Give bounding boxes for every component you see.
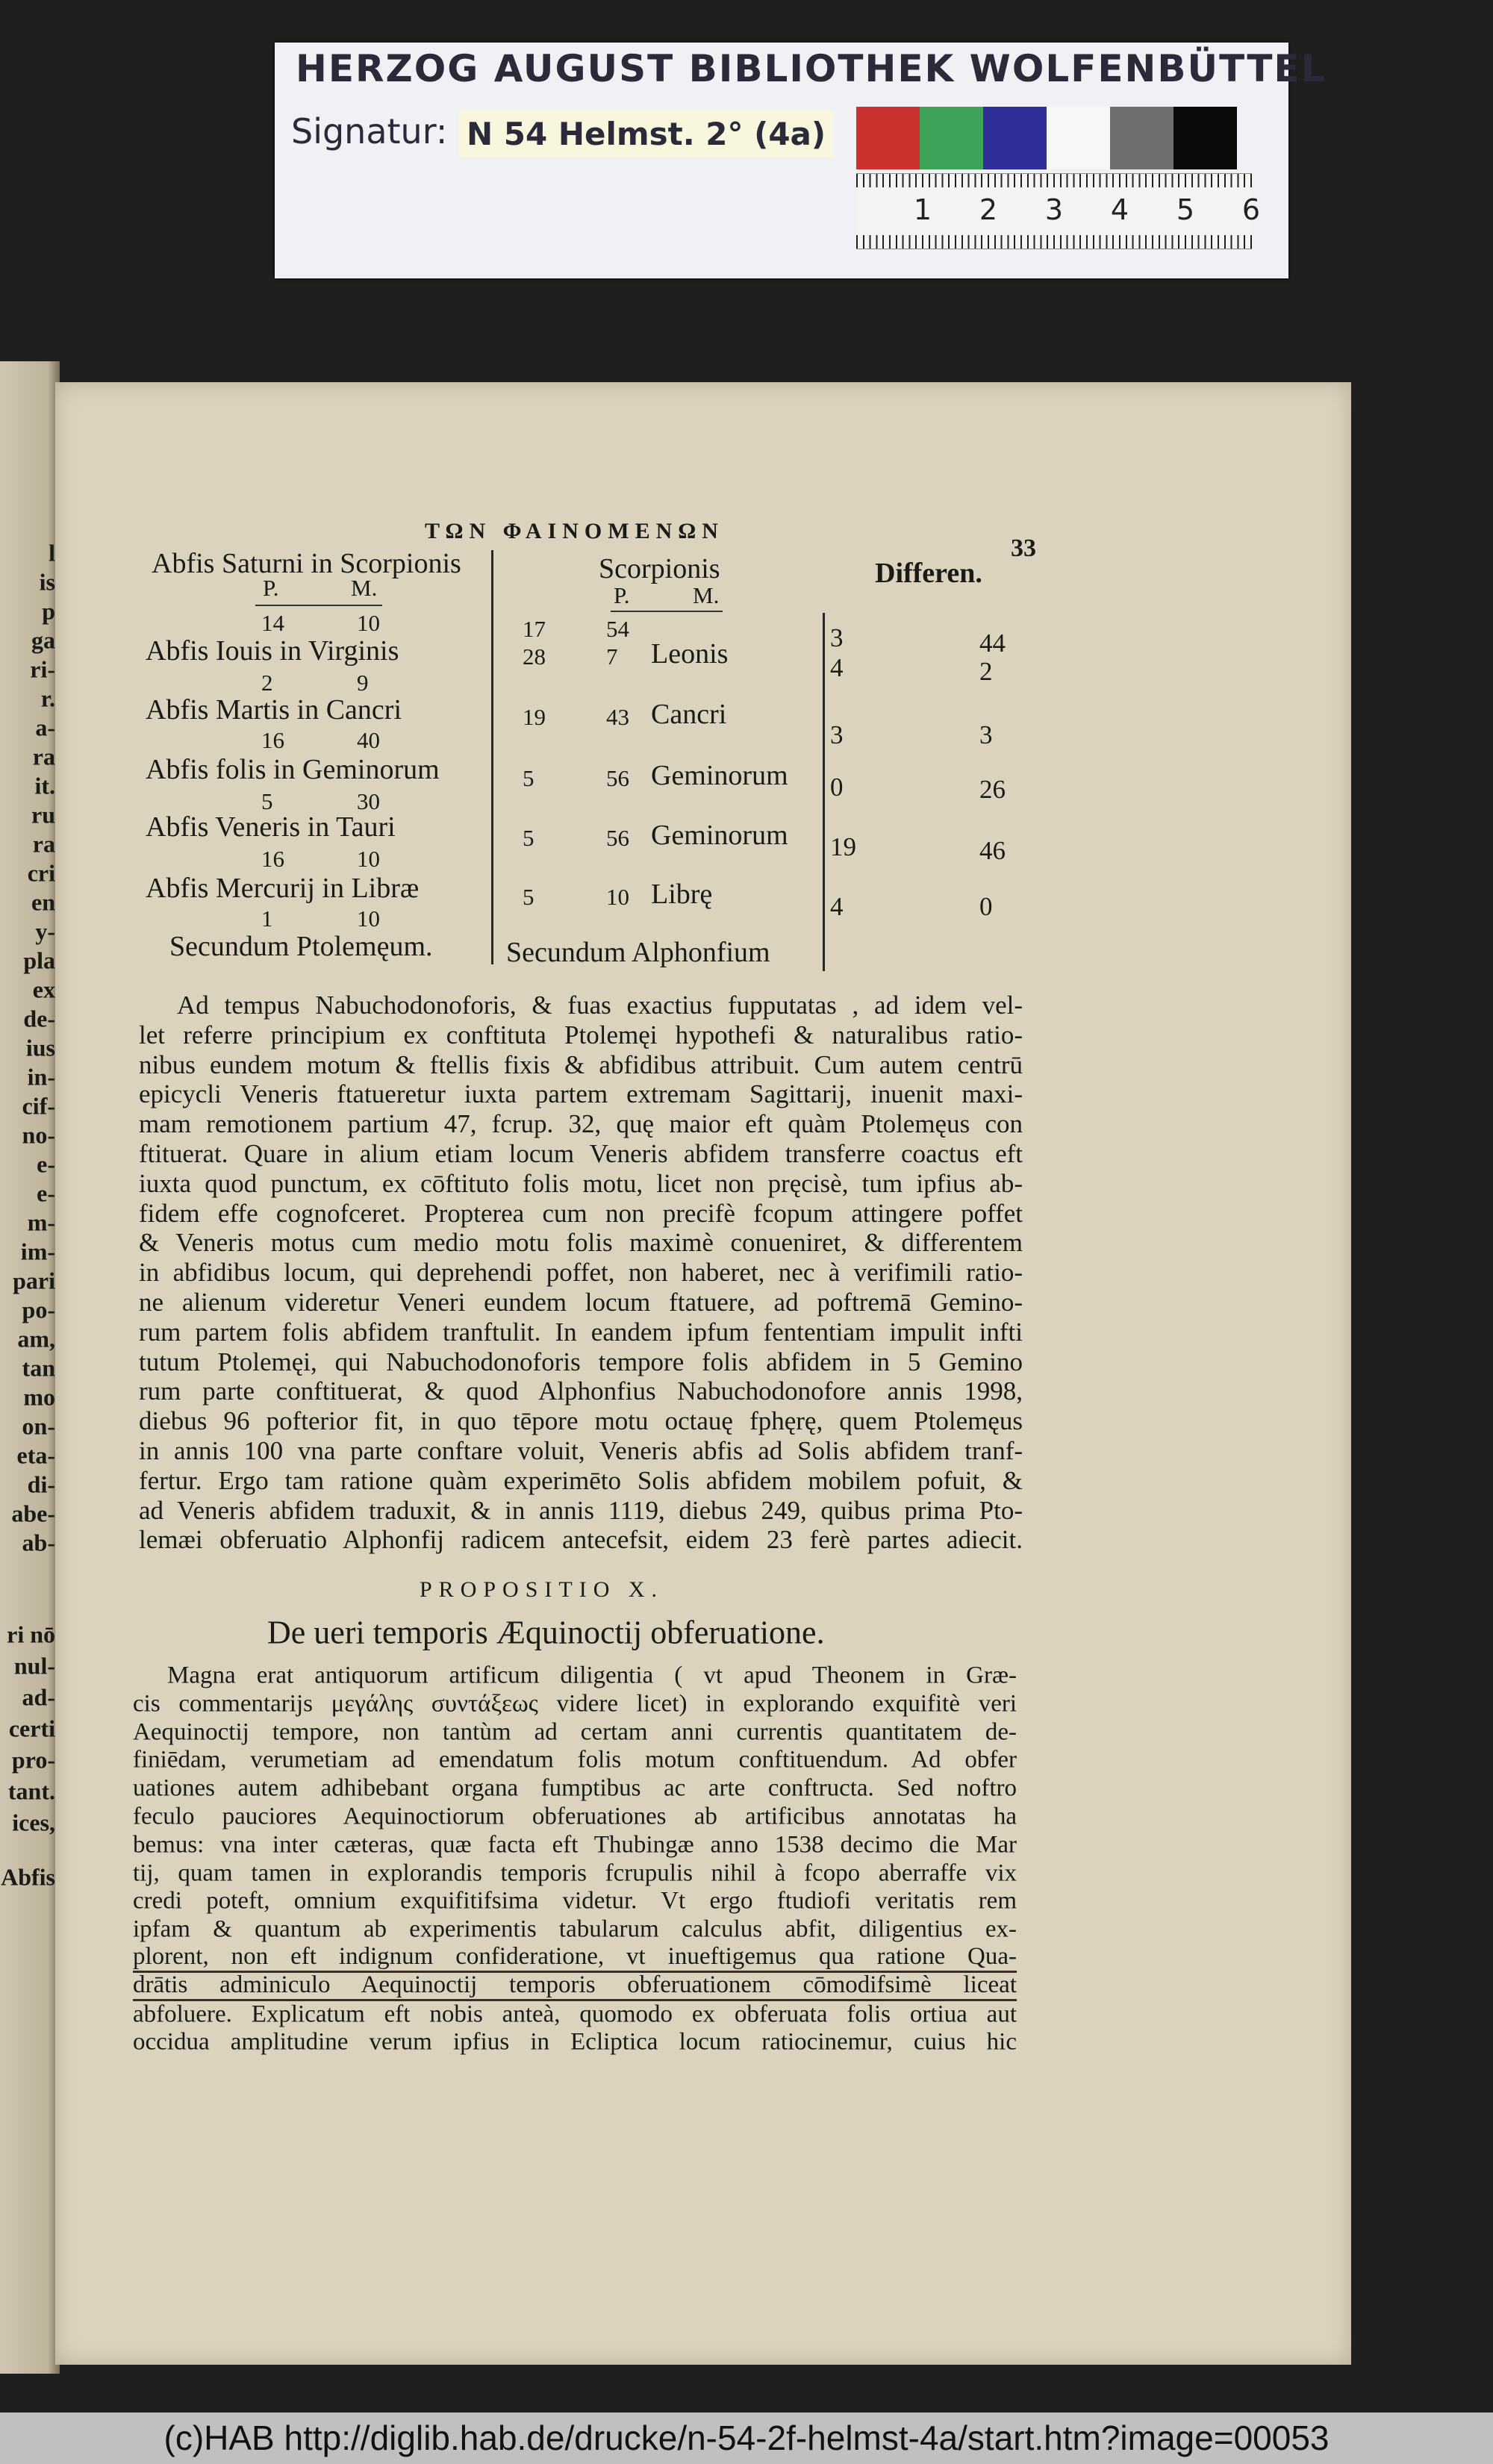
left-page-fragment: tan (22, 1354, 55, 1382)
difference-minutes: 26 (979, 775, 1006, 804)
left-page-fragment: de- (23, 1005, 55, 1032)
text-line: Aequinoctij tempore, non tantùm ad certam anni currentis quantitatem de- (133, 1718, 1017, 1746)
ruler-number: 6 (1241, 193, 1261, 226)
header-underline (611, 611, 723, 612)
proposition-title: De ueri temporis Æquinoctij obferuatione. (267, 1614, 825, 1651)
ruler-number: 5 (1176, 193, 1195, 226)
left-page-fragment: cri (27, 859, 55, 887)
left-page-fragment: no- (22, 1121, 55, 1149)
signatur-value: N 54 Helmst. 2° (4a) (459, 110, 833, 157)
left-page-fragment: in- (27, 1063, 55, 1091)
text-line: diebus 96 pofterior fit, in quo tēpore motu octauę fphęrę, quem Ptolemęus (139, 1406, 1023, 1436)
page-number: 33 (1011, 534, 1036, 562)
text-line: cis commentarijs μεγάλης συντάξεως videre licet) in explorando exquifitè veri (133, 1690, 1017, 1718)
text-line: rum partem folis abfidem tranftulit. In eandem ipfum fententiam impulit infti (139, 1317, 1023, 1347)
ruler-number: 4 (1110, 193, 1129, 226)
text-line: lemæi obferuatio Alphonfij radicem antecefsit, eidem 23 ferè partes adiecit. (139, 1525, 1023, 1555)
left-page-fragment: cif- (22, 1092, 55, 1120)
left-page-fragment: certi (8, 1715, 55, 1742)
text-line: rum parte conftituerat, & quod Alphonfius Nabuchodonofore annis 1998, (139, 1376, 1023, 1406)
text-line: tij, quam tamen in explorandis temporis fcrupulis nihil à fcopo aberraffe vix (133, 1859, 1017, 1887)
measurement-ruler (856, 173, 1261, 249)
difference-degrees: 4 (830, 653, 844, 682)
ptolemy-apsis-name: Abfis Veneris in Tauri (146, 811, 396, 843)
left-page-fragment: is (39, 568, 55, 596)
left-page-fragment: pari (13, 1267, 55, 1294)
alphonsus-degrees: 17 (523, 616, 546, 642)
alphonsus-minutes: 43 (606, 704, 629, 730)
text-line: nibus eundem motum & ftellis fixis & abfidibus attribuit. Cum autem centrū (139, 1049, 1023, 1079)
left-page-fragment: ex (32, 976, 55, 1003)
text-line: ne alienum videretur Veneri eundem locum ftatuere, ad poftremā Gemino- (139, 1288, 1023, 1317)
alphonsus-degrees: 5 (523, 825, 534, 851)
left-page-fragment: it. (34, 772, 55, 799)
p-label: P. (263, 575, 279, 601)
ptolemy-degrees: 16 (261, 846, 284, 872)
ptolemy-apsis-name: Abfis Saturni in Scorpionis (152, 548, 461, 579)
left-page-fragment: Abfis (1, 1863, 55, 1891)
ptolemy-minutes: 10 (357, 846, 380, 872)
alphonsus-degrees: 5 (523, 765, 534, 791)
alphonsus-minutes: 56 (606, 765, 629, 791)
difference-degrees: 19 (830, 832, 856, 861)
left-page-fragment: ab- (22, 1529, 55, 1556)
text-line: abfoluere. Explicatum eft nobis anteà, quomodo ex obferuata folis ortiua aut (133, 2000, 1017, 2028)
copyright-footer: (c)HAB http://diglib.hab.de/drucke/n-54-2f-helmst-4a/start.htm?image=00053 (0, 2412, 1493, 2464)
text-line: ftituerat. Quare in alium etiam locum Veneris abfidem transferre coactus eft (139, 1139, 1023, 1168)
proposition-label: PROPOSITIO X. (420, 1577, 664, 1602)
ptolemy-minutes: 10 (357, 905, 380, 932)
alphonsus-degrees: 19 (523, 704, 546, 730)
alphonsus-degrees: 28 (523, 643, 546, 670)
difference-minutes: 3 (979, 720, 993, 749)
difference-minutes: 44 (979, 629, 1006, 658)
left-page-fragment: p (42, 597, 55, 625)
text-line: tutum Ptolemęi, qui Nabuchodonoforis tempore folis abfidem in 5 Gemino (139, 1347, 1023, 1376)
left-page-fragment: l (49, 539, 55, 567)
text-line: Ad tempus Nabuchodonoforis, & fuas exactius fupputatas , ad idem vel- (177, 991, 1023, 1020)
left-page-fragment: ices, (12, 1809, 55, 1836)
alphonsus-footer: Secundum Alphonfium (506, 937, 770, 968)
ptolemy-minutes: 40 (357, 727, 380, 753)
book-page (55, 382, 1351, 2365)
left-page-fragment: di- (27, 1470, 55, 1498)
left-page-fragment: ra (32, 830, 55, 858)
text-line: drātis adminiculo Aequinoctij temporis obferuationem cōmodifsimè liceat (133, 1971, 1017, 2001)
left-page-fragment: po- (22, 1296, 55, 1323)
signatur-label: Signatur: (291, 111, 448, 152)
left-page-fragment: ri nō (7, 1621, 55, 1648)
ptolemy-apsis-name: Abfis folis in Geminorum (146, 754, 440, 785)
m-label: M. (351, 575, 378, 601)
difference-minutes: 2 (979, 657, 993, 686)
ruler-number: 2 (979, 193, 998, 226)
color-swatch (856, 107, 920, 169)
text-line: in abfidibus locum, qui deprehendi poffet, non haberet, nec à verifimili ratio- (139, 1258, 1023, 1288)
color-swatch (1047, 107, 1110, 169)
ruler-number: 1 (913, 193, 932, 226)
text-line: epicycli Veneris ftatueretur iuxta partem extremam Sagittarij, inuenit maxi- (139, 1079, 1023, 1109)
left-page-fragment: mo (23, 1383, 55, 1411)
text-line: fidem effe cognofceret. Propterea cum non precifè fcopum attingere poffet (139, 1198, 1023, 1228)
ptolemy-minutes: 9 (357, 670, 369, 696)
left-page-fragment: y- (35, 917, 55, 945)
left-page-fragment: nul- (13, 1652, 55, 1679)
alphonsus-sign: Leonis (651, 638, 729, 670)
m-label: M. (693, 582, 720, 608)
ptolemy-degrees: 2 (261, 670, 273, 696)
left-page-fragment: ri- (30, 655, 55, 683)
left-page-fragment: r. (40, 684, 55, 712)
left-page-fragment: pla (23, 946, 55, 974)
running-head: ΤΩΝ ΦΑΙΝΟΜΕΝΩΝ (425, 519, 724, 543)
alphonsus-sign: Geminorum (651, 760, 788, 791)
library-name: HERZOG AUGUST BIBLIOTHEK WOLFENBÜTTEL (296, 47, 1327, 90)
alphonsus-sign: Librę (651, 879, 713, 910)
alphonsus-minutes: 10 (606, 884, 629, 910)
text-line: plorent, non eft indignum confideratione, vt inueftigemus qua ratione Qua- (133, 1943, 1017, 1973)
left-page-fragment: abe- (11, 1500, 55, 1527)
left-page-fragment: pro- (11, 1746, 55, 1774)
left-page-fragment: ius (25, 1034, 55, 1061)
difference-degrees: 3 (830, 720, 844, 749)
alphonsus-sign: Geminorum (651, 820, 788, 851)
left-page-fragment: ru (31, 801, 55, 829)
left-page-fragment: en (31, 888, 55, 916)
text-line: fertur. Ergo tam ratione quàm experimēto Solis abfidem mobilem pofuit, & (139, 1465, 1023, 1495)
left-page-fragment: ra (32, 743, 55, 770)
p-label: P. (614, 582, 630, 608)
text-line: ad Veneris abfidem traduxit, & in annis 1119, diebus 249, quibus prima Pto- (139, 1495, 1023, 1525)
alphonsus-minutes: 54 (606, 616, 629, 642)
alphonsus-sign: Cancri (651, 699, 727, 730)
alphonsus-degrees: 5 (523, 884, 534, 910)
difference-degrees: 4 (830, 892, 844, 921)
left-page-fragment: e- (37, 1150, 55, 1178)
difference-minutes: 0 (979, 892, 993, 921)
text-line: iuxta quod punctum, ex cōftituto folis motu, licet non pręcisè, tum ipfius ab- (139, 1168, 1023, 1198)
color-swatch (920, 107, 983, 169)
text-line: credi poteft, omnium exquifitifsima videtur. Vt ergo ftudiofi veritatis rem (133, 1887, 1017, 1915)
difference-degrees: 0 (830, 773, 844, 802)
text-line: ipfam & quantum ab experimentis tabularum calculus abfit, diligentius ex- (133, 1915, 1017, 1943)
ruler-number: 3 (1044, 193, 1064, 226)
color-swatch (1173, 107, 1237, 169)
text-line: let referre principium ex conftituta Ptolemęi hypothefi & naturalibus ratio- (139, 1020, 1023, 1049)
color-swatch (983, 107, 1047, 169)
alphonsus-minutes: 7 (606, 643, 618, 670)
alphonsus-minutes: 56 (606, 825, 629, 851)
left-page-fragment: am, (17, 1325, 55, 1353)
column-divider (491, 550, 493, 964)
ptolemy-degrees: 16 (261, 727, 284, 753)
text-line: mam remotionem partium 47, fcrup. 32, quę maior eft quàm Ptolemęus con (139, 1109, 1023, 1139)
color-swatch (1110, 107, 1173, 169)
left-page-edge (0, 361, 60, 2374)
text-line: Magna erat antiquorum artificum diligentia ( vt apud Theonem in Græ- (167, 1662, 1017, 1689)
left-page-fragment: tant. (7, 1777, 55, 1805)
left-page-fragment: on- (22, 1412, 55, 1440)
ptolemy-footer: Secundum Ptolemęum. (169, 931, 433, 962)
ptolemy-minutes: 10 (357, 610, 380, 636)
header-underline (255, 605, 382, 606)
left-page-fragment: ad- (22, 1683, 55, 1711)
text-line: bemus: vna inter cæteras, quæ facta eft Thubingæ anno 1538 decimo die Mar (133, 1831, 1017, 1859)
library-label-card (275, 43, 1327, 278)
differences-header: Differen. (875, 558, 982, 589)
ptolemy-degrees: 14 (261, 610, 284, 636)
alphonsus-header: Scorpionis (599, 553, 720, 584)
difference-degrees: 3 (830, 623, 844, 652)
text-line: finiēdam, verumetiam ad emendatum folis motum conftituendum. Ad obfer (133, 1746, 1017, 1774)
difference-minutes: 46 (979, 836, 1006, 865)
ptolemy-degrees: 1 (261, 905, 273, 932)
text-line: in annis 100 vna parte conftare voluit, Veneris abfis ad Solis abfidem tranf- (139, 1436, 1023, 1465)
text-line: feculo pauciores Aequinoctiorum obferuationes ab artificibus annotatas ha (133, 1803, 1017, 1830)
text-line: occidua amplitudine verum ipfius in Ecliptica locum ratiocinemur, cuius hic (133, 2028, 1017, 2056)
left-page-fragment: e- (37, 1179, 55, 1207)
text-line: uationes autem adhibebant organa fumptibus ac arte conftructa. Sed noftro (133, 1774, 1017, 1802)
left-page-fragment: im- (20, 1238, 55, 1265)
ptolemy-apsis-name: Abfis Martis in Cancri (146, 694, 402, 726)
ptolemy-apsis-name: Abfis Mercurij in Libræ (146, 873, 420, 904)
ptolemy-minutes: 30 (357, 788, 380, 814)
left-page-fragment: m- (27, 1208, 55, 1236)
left-page-fragment: eta- (16, 1441, 55, 1469)
column-divider (823, 613, 825, 971)
left-page-fragment: ga (31, 626, 55, 654)
text-line: & Veneris motus cum medio motu folis maximè conueniret, & differentem (139, 1228, 1023, 1258)
ptolemy-degrees: 5 (261, 788, 273, 814)
left-page-fragment: a- (35, 714, 55, 741)
ptolemy-apsis-name: Abfis Iouis in Virginis (146, 635, 399, 667)
